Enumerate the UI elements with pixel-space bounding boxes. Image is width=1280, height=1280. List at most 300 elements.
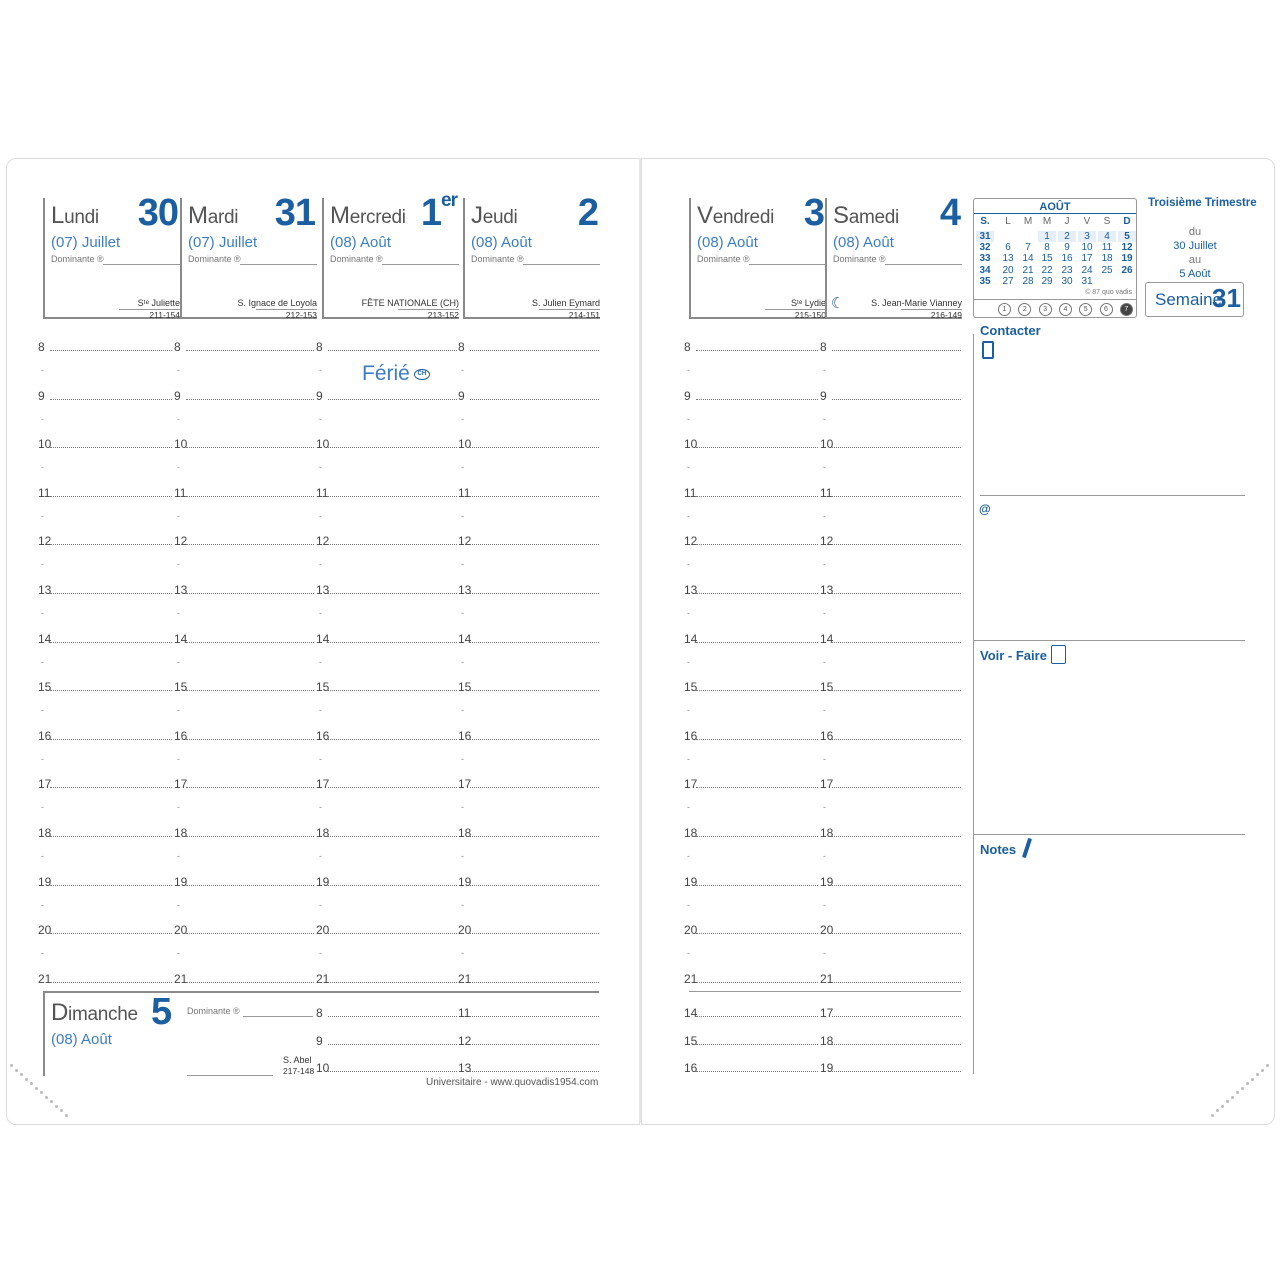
hour-line xyxy=(696,739,818,740)
half-hour-mark: - xyxy=(41,656,44,667)
hour-label: 10 xyxy=(684,437,698,452)
hour-label: 11 xyxy=(174,485,187,500)
hour-line xyxy=(696,593,818,594)
hour-line xyxy=(186,739,314,740)
dominante-line xyxy=(523,264,600,265)
sunday-hour-line xyxy=(470,1016,599,1017)
right-day-header-0 xyxy=(689,192,826,320)
hour-line xyxy=(832,690,961,691)
hour-label: 18 xyxy=(684,826,698,840)
hour-line xyxy=(328,496,457,497)
half-hour-mark: - xyxy=(319,899,322,910)
hour-line xyxy=(328,642,457,643)
sunday-hour: 8 xyxy=(316,1006,323,1020)
binding-hole xyxy=(15,1069,18,1072)
hour-line xyxy=(328,593,457,594)
half-hour-mark: - xyxy=(461,802,464,813)
notepad-icon xyxy=(1051,645,1066,664)
moon-phase-icon: 2 xyxy=(1018,303,1031,316)
mini-calendar-copyright: © 87 quo vadis xyxy=(1085,289,1132,296)
contacter-title: Contacter xyxy=(980,323,1041,338)
mini-calendar-cell: 26 xyxy=(1121,264,1133,276)
half-hour-mark: - xyxy=(319,559,322,570)
sunday-dominante: Dominante ® xyxy=(187,1006,240,1016)
moon-phase-icon: 4 xyxy=(1059,303,1072,316)
mini-calendar-cell: 15 xyxy=(1041,253,1053,265)
hour-label: 9 xyxy=(820,388,827,403)
phone-icon xyxy=(982,341,994,359)
sunday-hour-line xyxy=(328,1044,457,1045)
half-hour-mark: - xyxy=(687,413,690,424)
hour-line xyxy=(470,593,599,594)
hour-line xyxy=(328,982,457,983)
hour-line xyxy=(832,982,961,983)
day-code: 212-153 xyxy=(256,309,317,320)
moon-phase-icon: 1 xyxy=(998,303,1011,316)
left-day-header-3 xyxy=(463,192,600,320)
right-day-header-1 xyxy=(825,192,962,320)
mini-calendar-header-cell: M xyxy=(1042,216,1052,227)
hour-label: 13 xyxy=(458,583,472,597)
mini-calendar-cell: 5 xyxy=(1118,231,1136,242)
hour-line xyxy=(186,787,314,788)
day-code: 211-154 xyxy=(119,309,180,320)
hour-label: 12 xyxy=(38,534,52,549)
hour-line xyxy=(832,642,961,643)
hour-line xyxy=(832,836,961,837)
half-hour-mark: - xyxy=(687,656,690,667)
binding-hole xyxy=(10,1064,13,1067)
hour-line xyxy=(832,885,961,886)
half-hour-mark: - xyxy=(41,851,44,861)
sunday-hour: 9 xyxy=(316,1033,323,1048)
hour-line xyxy=(50,982,172,983)
hour-line xyxy=(832,544,961,545)
half-hour-mark: - xyxy=(41,608,44,618)
hour-label: 14 xyxy=(458,631,472,646)
half-hour-mark: - xyxy=(177,753,180,764)
hour-line xyxy=(50,739,172,740)
hour-line xyxy=(696,787,818,788)
hour-label: 13 xyxy=(174,583,188,597)
sunday-name: Dimanche xyxy=(51,999,138,1026)
sections-left-rule xyxy=(973,334,974,1074)
extra-hour: 15 xyxy=(684,1033,698,1048)
hour-label: 16 xyxy=(38,728,52,743)
saint-name: S. Jean-Marie Vianney xyxy=(871,298,962,308)
hour-line xyxy=(832,593,961,594)
hour-label: 9 xyxy=(684,388,691,403)
hour-label: 8 xyxy=(684,340,691,354)
hour-line xyxy=(470,982,599,983)
half-hour-mark: - xyxy=(823,802,826,813)
hour-label: 13 xyxy=(684,583,698,597)
half-hour-mark: - xyxy=(177,948,180,959)
day-name: Lundi xyxy=(51,202,99,229)
hour-label: 11 xyxy=(458,485,471,500)
hour-line xyxy=(832,399,961,400)
hour-line xyxy=(696,933,818,934)
half-hour-mark: - xyxy=(461,608,464,618)
half-hour-mark: - xyxy=(461,948,464,959)
hour-label: 15 xyxy=(458,680,472,695)
mini-calendar-cell: 6 xyxy=(1005,242,1011,254)
mini-calendar-cell: 19 xyxy=(1121,253,1133,265)
day-number: 2 xyxy=(577,192,598,234)
hour-label: 19 xyxy=(174,874,188,889)
right-bottom-rule xyxy=(689,991,961,992)
hour-label: 8 xyxy=(316,340,323,354)
half-hour-mark: - xyxy=(823,365,826,375)
hour-line xyxy=(470,642,599,643)
hour-line xyxy=(832,496,961,497)
half-hour-mark: - xyxy=(823,510,826,521)
half-hour-mark: - xyxy=(687,705,690,716)
hour-label: 16 xyxy=(820,728,834,743)
moon-phase-icon: 6 xyxy=(1100,303,1113,316)
hour-label: 19 xyxy=(458,874,472,889)
left-day-header-0 xyxy=(43,192,180,320)
hour-line xyxy=(470,447,599,448)
dominante-label: Dominante ® xyxy=(188,254,241,264)
mini-calendar-cell: 20 xyxy=(1002,264,1014,276)
hour-line xyxy=(186,496,314,497)
mini-calendar-header-cell: V xyxy=(1083,216,1091,227)
half-hour-mark: - xyxy=(319,656,322,667)
hour-line xyxy=(696,496,818,497)
dominante-line xyxy=(240,264,317,265)
email-divider xyxy=(973,640,1245,641)
hour-label: 18 xyxy=(316,826,330,840)
hour-line xyxy=(696,836,818,837)
dominante-line xyxy=(885,264,962,265)
mini-calendar-cell: 9 xyxy=(1064,242,1070,254)
binding-hole xyxy=(1251,1078,1254,1081)
moon-icon: ☾ xyxy=(831,295,845,312)
hour-label: 11 xyxy=(316,485,329,500)
hour-line xyxy=(186,350,314,351)
half-hour-mark: - xyxy=(41,365,44,375)
mini-calendar-cell: 32 xyxy=(979,242,991,254)
half-hour-mark: - xyxy=(823,559,826,570)
hour-line xyxy=(470,739,599,740)
hour-label: 16 xyxy=(684,728,698,743)
half-hour-mark: - xyxy=(41,802,44,813)
extra-hour-line xyxy=(832,1071,961,1072)
mini-calendar-cell: 29 xyxy=(1041,275,1053,287)
half-hour-mark: - xyxy=(823,608,826,618)
hour-line xyxy=(696,447,818,448)
binding-hole xyxy=(1246,1082,1249,1085)
hour-line xyxy=(470,836,599,837)
mini-calendar-cell: 10 xyxy=(1081,242,1093,254)
hour-line xyxy=(328,399,457,400)
hour-label: 14 xyxy=(684,631,698,646)
left-day-header-2 xyxy=(322,190,459,320)
quarter-au: au xyxy=(1188,254,1202,266)
hour-line xyxy=(328,690,457,691)
hour-line xyxy=(186,399,314,400)
mini-calendar-divider xyxy=(974,299,1136,300)
binding-hole xyxy=(1211,1114,1214,1117)
half-hour-mark: - xyxy=(177,462,180,473)
day-month: (08) Août xyxy=(330,234,391,251)
hour-line xyxy=(186,690,314,691)
hour-line xyxy=(186,885,314,886)
mini-calendar-cell: 35 xyxy=(979,275,991,287)
sunday-month: (08) Août xyxy=(51,1031,112,1048)
mini-calendar-month: AOÛT xyxy=(1039,201,1071,213)
hour-label: 9 xyxy=(458,388,465,403)
hour-line xyxy=(186,933,314,934)
hour-label: 20 xyxy=(38,923,52,938)
binding-hole xyxy=(1221,1105,1224,1108)
hour-label: 13 xyxy=(316,583,330,597)
hour-line xyxy=(328,787,457,788)
hour-line xyxy=(186,836,314,837)
week-box xyxy=(1145,282,1244,317)
mini-calendar-cell: 3 xyxy=(1078,231,1096,242)
binding-hole xyxy=(1231,1096,1234,1099)
mini-calendar xyxy=(973,198,1137,318)
hour-label: 15 xyxy=(820,680,834,695)
half-hour-mark: - xyxy=(461,510,464,521)
contacter-divider xyxy=(980,495,1245,496)
half-hour-mark: - xyxy=(823,899,826,910)
mini-calendar-cell: 11 xyxy=(1101,242,1113,254)
binding-hole xyxy=(65,1114,68,1117)
hour-line xyxy=(328,739,457,740)
binding-hole xyxy=(35,1087,38,1090)
hour-label: 9 xyxy=(174,388,181,403)
mini-calendar-cell: 7 xyxy=(1025,242,1031,254)
half-hour-mark: - xyxy=(461,753,464,764)
dominante-label: Dominante ® xyxy=(697,254,750,264)
hour-label: 21 xyxy=(820,971,834,986)
hour-label: 15 xyxy=(684,680,698,695)
spine xyxy=(639,158,641,1123)
hour-label: 12 xyxy=(174,534,188,549)
hour-label: 21 xyxy=(684,971,698,986)
hour-line xyxy=(328,544,457,545)
hour-line xyxy=(470,350,599,351)
mini-calendar-cell: 28 xyxy=(1022,275,1034,287)
hour-label: 16 xyxy=(174,728,188,743)
hour-line xyxy=(470,885,599,886)
day-number: 4 xyxy=(939,192,960,234)
hour-label: 19 xyxy=(820,874,834,889)
extra-hour-line xyxy=(832,1016,961,1017)
sunday-code: 217-148 xyxy=(283,1066,315,1076)
half-hour-mark: - xyxy=(319,753,322,764)
half-hour-mark: - xyxy=(41,753,44,764)
half-hour-mark: - xyxy=(687,365,690,375)
binding-hole xyxy=(20,1073,23,1076)
hour-label: 17 xyxy=(38,777,52,792)
saint-name: FÊTE NATIONALE (CH) xyxy=(361,298,459,308)
binding-hole xyxy=(30,1082,33,1085)
dominante-line xyxy=(103,264,180,265)
hour-line xyxy=(470,690,599,691)
day-month: (08) Août xyxy=(697,234,758,251)
day-code: 213-152 xyxy=(398,309,459,320)
notes-title: Notes xyxy=(980,842,1017,857)
mini-calendar-cell: 14 xyxy=(1022,253,1034,265)
saint-name: Sᵗᵉ Juliette xyxy=(137,298,180,308)
hour-line xyxy=(832,447,961,448)
half-hour-mark: - xyxy=(461,462,464,473)
hour-label: 14 xyxy=(820,631,834,646)
day-code: 216-149 xyxy=(901,309,962,320)
hour-label: 13 xyxy=(820,583,834,597)
half-hour-mark: - xyxy=(41,510,44,521)
day-name: Jeudi xyxy=(471,202,518,229)
hour-line xyxy=(696,982,818,983)
hour-label: 13 xyxy=(38,583,52,597)
hour-label: 21 xyxy=(174,971,188,986)
hour-label: 15 xyxy=(174,680,188,695)
half-hour-mark: - xyxy=(461,365,464,375)
mini-calendar-header-cell: L xyxy=(1005,216,1011,227)
half-hour-mark: - xyxy=(177,899,180,910)
hour-label: 8 xyxy=(174,340,181,354)
half-hour-mark: - xyxy=(461,656,464,667)
mini-calendar-header-cell: D xyxy=(1123,216,1131,227)
half-hour-mark: - xyxy=(687,851,690,861)
half-hour-mark: - xyxy=(177,413,180,424)
day-month: (07) Juillet xyxy=(51,234,121,251)
half-hour-mark: - xyxy=(319,413,322,424)
binding-hole xyxy=(1216,1109,1219,1112)
hour-label: 9 xyxy=(38,388,45,403)
hour-label: 14 xyxy=(174,631,188,646)
hour-line xyxy=(186,982,314,983)
hour-label: 21 xyxy=(316,971,330,986)
hour-line xyxy=(186,447,314,448)
mini-calendar-cell: 27 xyxy=(1002,275,1014,287)
binding-hole xyxy=(1226,1100,1229,1103)
hour-label: 11 xyxy=(38,485,51,500)
sunday-hour-line xyxy=(470,1071,599,1072)
half-hour-mark: - xyxy=(319,462,322,473)
binding-hole xyxy=(1266,1064,1269,1067)
mini-calendar-cell: 4 xyxy=(1098,231,1116,242)
half-hour-mark: - xyxy=(319,705,322,716)
extra-hour-line xyxy=(696,1016,818,1017)
sunday-dominante-line xyxy=(243,1016,313,1017)
hour-label: 15 xyxy=(316,680,330,695)
hour-line xyxy=(832,787,961,788)
day-name: Mardi xyxy=(188,202,239,229)
hour-line xyxy=(696,544,818,545)
mini-calendar-cell: 16 xyxy=(1061,253,1073,265)
quarter-du: du xyxy=(1188,226,1202,238)
dominante-label: Dominante ® xyxy=(51,254,104,264)
hour-label: 20 xyxy=(458,923,472,938)
hour-line xyxy=(470,933,599,934)
hour-label: 12 xyxy=(458,534,472,549)
day-code: 214-151 xyxy=(539,309,600,320)
hour-line xyxy=(696,885,818,886)
holiday-text: Férié xyxy=(362,362,410,385)
half-hour-mark: - xyxy=(687,510,690,521)
left-day-header-1 xyxy=(180,192,317,320)
hour-label: 19 xyxy=(684,874,698,889)
day-name: Samedi xyxy=(833,202,899,229)
half-hour-mark: - xyxy=(319,365,322,375)
mini-calendar-cell: 23 xyxy=(1061,264,1073,276)
hour-label: 9 xyxy=(316,388,323,403)
hour-label: 18 xyxy=(174,826,188,840)
hour-label: 20 xyxy=(174,923,188,938)
hour-line xyxy=(696,350,818,351)
hour-line xyxy=(832,739,961,740)
hour-line xyxy=(832,933,961,934)
half-hour-mark: - xyxy=(41,705,44,716)
half-hour-mark: - xyxy=(41,413,44,424)
half-hour-mark: - xyxy=(177,705,180,716)
hour-label: 17 xyxy=(684,777,698,792)
half-hour-mark: - xyxy=(687,753,690,764)
mini-calendar-cell: 17 xyxy=(1081,253,1093,265)
day-number: 3 xyxy=(803,192,824,234)
extra-hour-line xyxy=(832,1044,961,1045)
half-hour-mark: - xyxy=(461,559,464,570)
half-hour-mark: - xyxy=(177,510,180,521)
binding-hole xyxy=(1256,1073,1259,1076)
half-hour-mark: - xyxy=(823,851,826,861)
dominante-label: Dominante ® xyxy=(330,254,383,264)
half-hour-mark: - xyxy=(823,705,826,716)
mini-calendar-cell: 31 xyxy=(976,231,994,242)
hour-line xyxy=(832,350,961,351)
hour-line xyxy=(50,544,172,545)
half-hour-mark: - xyxy=(41,948,44,959)
mini-calendar-cell: 12 xyxy=(1121,242,1133,254)
hour-label: 11 xyxy=(820,485,833,500)
mini-calendar-header-cell: S. xyxy=(980,216,990,227)
quarter-from: 30 Juillet xyxy=(1173,240,1217,252)
dominante-line xyxy=(382,264,459,265)
day-month: (08) Août xyxy=(833,234,894,251)
half-hour-mark: - xyxy=(687,608,690,618)
hour-label: 10 xyxy=(458,437,472,452)
dominante-label: Dominante ® xyxy=(833,254,886,264)
moon-phase-icon: 3 xyxy=(1039,303,1052,316)
mini-calendar-cell: 33 xyxy=(979,253,991,265)
hour-line xyxy=(696,642,818,643)
half-hour-mark: - xyxy=(461,899,464,910)
half-hour-mark: - xyxy=(823,413,826,424)
half-hour-mark: - xyxy=(319,851,322,861)
mini-calendar-cell: 22 xyxy=(1041,264,1053,276)
half-hour-mark: - xyxy=(823,948,826,959)
hour-line xyxy=(470,544,599,545)
saint-name: S. Julien Eymard xyxy=(531,298,600,308)
hour-label: 18 xyxy=(458,826,472,840)
moon-phase-icon: 7 xyxy=(1120,303,1133,316)
extra-hour: 14 xyxy=(684,1006,698,1020)
mini-calendar-cell: 21 xyxy=(1022,264,1034,276)
day-number: 31 xyxy=(274,192,315,234)
hour-line xyxy=(50,885,172,886)
hour-label: 14 xyxy=(38,631,52,646)
dominante-label: Dominante ® xyxy=(471,254,524,264)
hour-label: 21 xyxy=(38,971,52,986)
day-number: 30 xyxy=(137,192,178,234)
half-hour-mark: - xyxy=(461,851,464,861)
half-hour-mark: - xyxy=(177,608,180,618)
